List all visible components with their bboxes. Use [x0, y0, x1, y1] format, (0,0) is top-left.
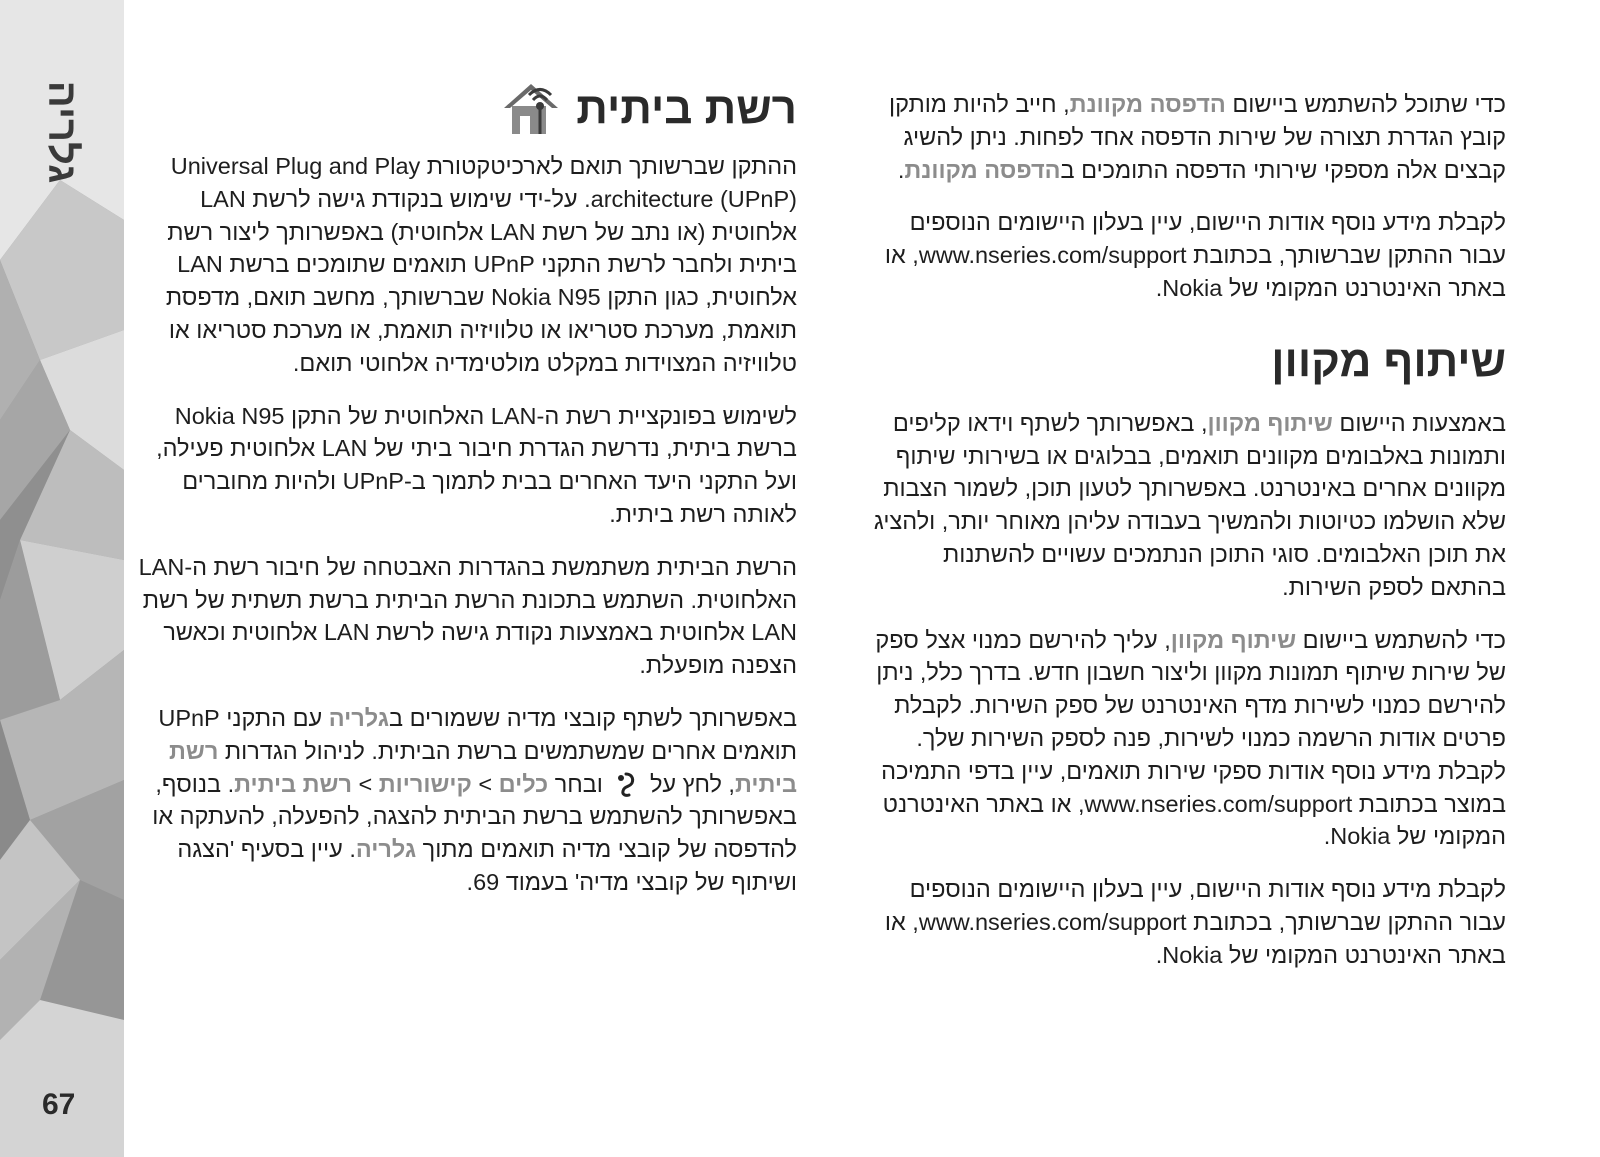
paragraph: ההתקן שברשותך תואם לארכיטקטורת Universal Plug and Play architecture (UPnP). על-ידי שימוש בנקודת גישה לרשת LAN אלחוטית (או נתב של רשת LAN אלחוטית) באפשרותך ליצור רשת ביתית ולחבר לרשת התקני UPnP תואמים שתומכים ברשת LAN אלחוטית, כגון התקן Nokia N95 שברשותך, מחשב תואם, מדפסת תואמת, מערכת סטריאו או טלוויזיה תואמת, או מערכת סטריאו או טלוויזיה המצוידות במקלט מולטימדיה אלחוטי תואם.	[165, 153, 797, 376]
page-number: 67	[42, 1088, 76, 1121]
paragraph	[866, 624, 1506, 854]
text-run: באמצעות היישום	[1332, 409, 1506, 436]
gallery-term: גלריה	[355, 836, 417, 863]
right-column	[866, 88, 1506, 992]
paragraph: לקבלת מידע נוסף אודות היישום, עיין בעלון היישומים הנוספים עבור ההתקן שברשותך, בכתובת www.nseries.com/support, או באתר האינטרנט המקומי של Nokia.	[884, 876, 1506, 968]
text-run: , חייב להיות מותקן קובץ הגדרת תצורה של שירות הדפסה אחד לפחות. ניתן להשיג קבצים אלה מספקי שירותי הדפסה התומכים ב	[888, 91, 1506, 183]
text-run: . בנוסף, באפשרותך להשתמש ברשת הביתית להצגה, להפעלה, להעתקה או להדפסה של קובצי מדיה תואמים מתוך	[152, 770, 797, 863]
home-network-title: רשת ביתית	[576, 84, 797, 133]
paragraph: לשימוש בפונקציית רשת ה-LAN האלחוטית של התקן Nokia N95 ברשת ביתית, נדרשת הגדרת חיבור ביתי של LAN אלחוטית פעילה, ועל התקני היעד האחרים בבית לתמוך ב-UPnP ולהיות מחוברים לאותה רשת ביתית.	[156, 402, 797, 527]
menu-key-icon	[615, 772, 637, 798]
left-column	[127, 150, 797, 919]
text-run: כדי להשתמש ביישום	[1296, 626, 1506, 653]
home-network-term: רשת ביתית	[234, 770, 352, 797]
side-tab	[0, 0, 124, 1157]
paragraph: הרשת הביתית משתמשת בהגדרות האבטחה של חיבור רשת ה-LAN האלחוטית. השתמש בתכונת הרשת הביתית ברשת תשתית של רשת LAN אלחוטית באמצעות נקודת גישה לרשת LAN אלחוטית וכאשר הצפנה מופעלת.	[138, 553, 797, 679]
text-run: >	[471, 770, 499, 797]
paragraph: לקבלת מידע נוסף אודות היישום, עיין בעלון היישומים הנוספים עבור ההתקן שברשותך, בכתובת www.nseries.com/support, או באתר האינטרנט המקומי של Nokia.	[884, 209, 1506, 301]
text-run: באפשרותך לשתף קובצי מדיה ששמורים ב	[388, 704, 797, 731]
home-network-term: רשת ביתית	[169, 737, 797, 797]
paragraph	[866, 407, 1506, 604]
online-print-term: הדפסה מקוונת	[904, 156, 1061, 183]
tools-term: כלים	[498, 770, 549, 797]
connectivity-term: קישוריות	[378, 770, 472, 797]
paragraph	[127, 702, 797, 899]
text-run: , באפשרותך לשתף וידאו קליפים ותמונות באלבומים מקוונים תואמים, בבלוגים או בשירותי שיתוף מקוונים אחרים באינטרנט. באפשרותך לטעון תוכן, לשמור הצבות שלא הושלמו כטיוטות ולהמשיך בעבודה עליהן מאוחר יותר, ולהציג את תוכן האלבומים. סוגי התוכן הנתמכים עשויים להשתנות בהתאם לספק השירות.	[873, 409, 1506, 600]
text-run: , עליך להירשם כמנוי אצל ספק של שירות שיתוף תמונות מקוון וליצור חשבון חדש. בדרך כלל, ניתן להירשם כמנוי לשירות מדף האינטרנט של ספק השירות. לקבלת פרטים אודות הרשמה כמנוי לשירות, פנה לספק השירות שלך. לקבלת מידע נוסף אודות ספקי שירות תואמים, עיין בדפי התמיכה במוצר בכתובת www.nseries.com/support, או באתר האינטרנט המקומי של Nokia.	[875, 626, 1506, 850]
paragraph	[866, 88, 1506, 186]
home-network-heading	[500, 78, 797, 140]
online-share-term: שיתוף מקוון	[1207, 409, 1333, 436]
online-share-term: שיתוף מקוון	[1170, 626, 1297, 653]
text-run: . עיין בסעיף 'הצגה ושיתוף של קובצי מדיה' בעמוד 69.	[177, 836, 797, 895]
online-share-title: שיתוף מקוון	[1271, 336, 1506, 386]
text-run: ובחר	[548, 770, 610, 797]
text-run: , לחץ על	[643, 770, 735, 797]
text-run: .	[897, 156, 905, 183]
gallery-link: גלריה	[328, 704, 389, 731]
side-tab-title: גלריה	[40, 80, 85, 184]
home-network-icon	[500, 78, 562, 140]
text-run: >	[352, 770, 379, 797]
online-print-term: הדפסה מקוונת	[1069, 91, 1226, 117]
text-run: כדי שתוכל להשתמש ביישום	[1225, 91, 1506, 117]
text-run: עם התקני UPnP תואמים אחרים שמשתמשים ברשת הביתית. לניהול הגדרות	[158, 704, 797, 764]
